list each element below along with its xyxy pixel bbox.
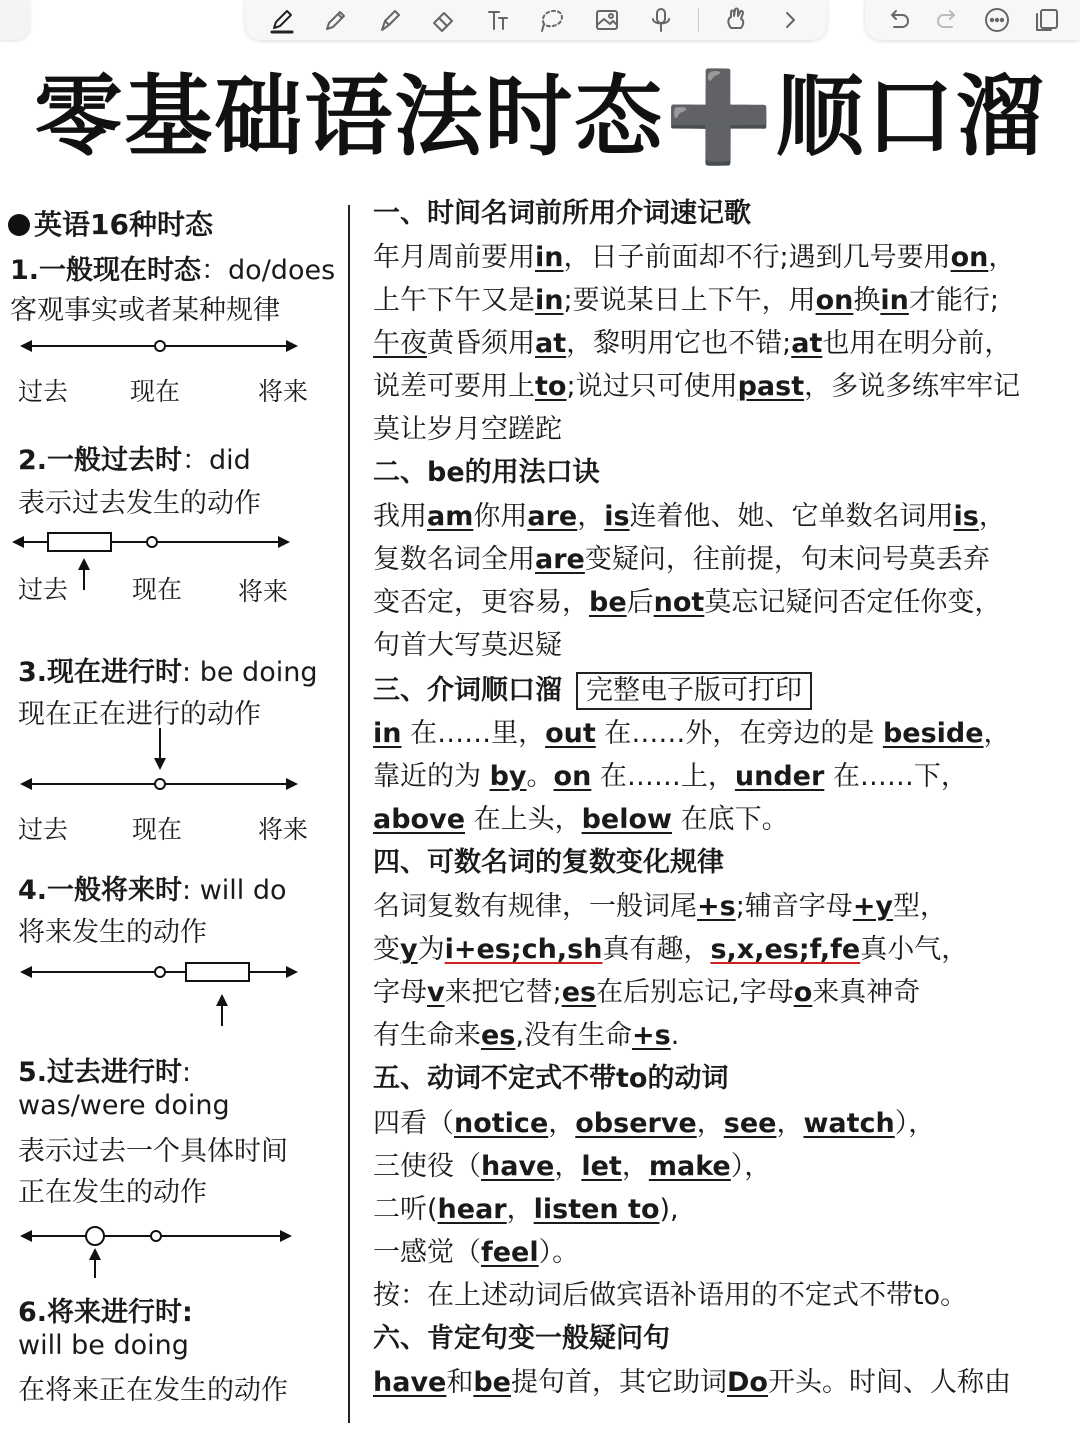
section-1-line-3 — [373, 327, 1011, 361]
text-segment: ，黎明用它也不错; — [566, 328, 792, 359]
highlighter-icon[interactable] — [373, 3, 407, 37]
tense-4-form: : will do — [182, 875, 287, 906]
text-segment: ， — [978, 501, 1006, 532]
keyword: y — [400, 934, 418, 965]
keyword: +s — [631, 1020, 671, 1051]
keyword: at — [791, 328, 823, 359]
keyword: on — [815, 285, 854, 316]
keyword: Do — [727, 1367, 768, 1398]
bullet-icon — [8, 214, 30, 236]
timeline-2-future-label: 将来 — [238, 577, 289, 606]
tense-3-desc: 现在正在进行的动作 — [18, 699, 261, 730]
text-segment: 为 — [417, 934, 445, 965]
text-segment: ， — [696, 1108, 724, 1139]
timeline-3-past-label: 过去 — [18, 815, 69, 844]
text-segment: 变疑问，往前提，句末问号莫丢弃 — [584, 544, 990, 575]
keyword: above — [373, 804, 466, 835]
keyword: on — [950, 242, 989, 273]
toolbar-left-edge — [0, 0, 30, 40]
keyword: listen to — [533, 1194, 660, 1225]
more-options-icon[interactable] — [980, 3, 1014, 37]
keyword: by — [489, 761, 527, 792]
keyword: are — [535, 544, 585, 575]
keyword: am — [427, 501, 474, 532]
text-segment: ， — [776, 1108, 804, 1139]
keyword: +y — [852, 891, 894, 922]
text-segment: 换 — [853, 285, 881, 316]
section-4-line-4 — [373, 1019, 679, 1053]
timeline-3 — [0, 726, 345, 806]
keyword: let — [581, 1151, 622, 1182]
text-segment: 型， — [893, 891, 948, 922]
tense-5-name: 5.过去进行时 — [18, 1057, 183, 1088]
tense-1-title — [10, 248, 335, 287]
section-2-line-2 — [373, 543, 990, 577]
text-segment: 在上头， — [465, 804, 582, 835]
section-6-heading: 六、肯定句变一般疑问句 — [373, 1323, 670, 1354]
keyword: i+es;ch,sh — [444, 934, 603, 965]
text-segment: ， — [988, 242, 1016, 273]
text-segment: . — [670, 1020, 680, 1051]
lasso-icon[interactable] — [535, 3, 569, 37]
text-segment: 二听( — [373, 1194, 438, 1225]
chevron-right-icon[interactable] — [773, 3, 807, 37]
text-segment: 开头。时间、人称由 — [767, 1367, 1011, 1398]
timeline-4 — [0, 942, 345, 1032]
toolbar-separator — [698, 8, 699, 32]
section-4-line-1 — [373, 890, 947, 924]
text-segment: 你用 — [473, 501, 528, 532]
text-segment: 三、介词顺口溜 — [373, 675, 562, 706]
text-segment: ）， — [894, 1108, 936, 1139]
text-segment: 黄昏须用 — [427, 328, 535, 359]
text-segment: 真有趣， — [602, 934, 711, 965]
keyword: feel — [481, 1237, 539, 1268]
timeline-5 — [0, 1206, 345, 1286]
text-segment: ，多说多练牢牢记 — [804, 371, 1021, 402]
timeline-1-now-label: 现在 — [130, 377, 181, 406]
text-segment: ,没有生命 — [515, 1020, 632, 1051]
text-segment: 在……上， — [591, 761, 735, 792]
keyword: notice — [454, 1108, 549, 1139]
keyword: past — [737, 371, 805, 402]
tense-6-desc: 在将来正在发生的动作 — [18, 1375, 288, 1406]
section-4-line-3 — [373, 976, 920, 1010]
section-6-line-1 — [373, 1366, 1011, 1400]
text-segment: 也用在明分前， — [822, 328, 1012, 359]
section-2-heading: 二、be的用法口诀 — [373, 457, 600, 488]
text-segment: ;说过只可使用 — [566, 371, 738, 402]
tense-5-desc-2: 正在发生的动作 — [18, 1177, 207, 1208]
text-segment: 莫忘记疑问否定任你变， — [704, 587, 1002, 618]
undo-icon[interactable] — [881, 3, 915, 37]
keyword: below — [581, 804, 672, 835]
timeline-1 — [0, 316, 345, 376]
tense-1-desc: 客观事实或者某种规律 — [10, 295, 280, 326]
keyword: be — [473, 1367, 511, 1398]
keyword: under — [734, 761, 825, 792]
text-segment: 和 — [446, 1367, 474, 1398]
text-segment: 在底下。 — [672, 804, 789, 835]
timeline-3-future-label: 将来 — [258, 815, 309, 844]
microphone-icon[interactable] — [644, 3, 678, 37]
text-segment: 变 — [373, 934, 400, 965]
section-1-line-5: 莫让岁月空蹉跎 — [373, 414, 562, 445]
tense-5-form-line: was/were doing — [18, 1090, 230, 1121]
text-segment: ）， — [730, 1151, 772, 1182]
keyword: in — [880, 285, 909, 316]
text-segment: 变否定，更容易， — [373, 587, 589, 618]
keyword: to — [535, 371, 567, 402]
text-segment: 连着他、她、它单数名词用 — [629, 501, 954, 532]
text-segment: 才能行; — [908, 285, 999, 316]
printable-badge: 完整电子版可打印 — [576, 672, 812, 710]
text-segment: ;辅音字母 — [735, 891, 853, 922]
tenses-heading — [8, 203, 213, 243]
drawing-toolbar — [245, 0, 827, 40]
section-5-line-2 — [373, 1150, 771, 1184]
tense-2-form: ：did — [182, 445, 251, 476]
text-segment: 我用 — [373, 501, 427, 532]
section-5-line-3 — [373, 1193, 679, 1227]
section-2-line-4: 句首大写莫迟疑 — [373, 630, 562, 661]
section-4-line-2 — [373, 933, 968, 967]
tense-5-desc: 表示过去一个具体时间 — [18, 1136, 288, 1167]
keyword: in — [535, 285, 564, 316]
text-segment: 在后别忘记,字母 — [596, 977, 794, 1008]
tense-5-title — [18, 1050, 191, 1089]
tense-1-form: ：do/does — [201, 255, 336, 286]
keyword: watch — [803, 1108, 895, 1139]
section-5-line-4 — [373, 1236, 579, 1270]
text-segment: ， — [577, 501, 605, 532]
text-segment: 一感觉（ — [373, 1237, 481, 1268]
timeline-3-now-label: 现在 — [132, 815, 183, 844]
tense-5-form: : — [182, 1057, 192, 1088]
text-segment: 提句首，其它助词 — [511, 1367, 727, 1398]
text-segment: ， — [621, 1151, 649, 1182]
keyword: at — [535, 328, 567, 359]
section-2-line-3 — [373, 586, 1001, 620]
redo-icon[interactable] — [931, 3, 965, 37]
tense-6-title — [18, 1290, 193, 1329]
tenses-heading-text: 英语16种时态 — [34, 208, 213, 241]
column-divider — [348, 205, 350, 1423]
text-segment: 有生命来 — [373, 1020, 481, 1051]
section-5-line-1 — [373, 1107, 935, 1141]
tense-4-name: 4.一般将来时 — [18, 875, 183, 906]
text-segment: 来真神奇 — [812, 977, 921, 1008]
text-segment: 三使役（ — [373, 1151, 481, 1182]
section-3-line-3 — [373, 803, 789, 837]
tense-6-name: 6.将来进行时: — [18, 1297, 193, 1328]
keyword: see — [723, 1108, 777, 1139]
text-segment: 在……里， — [401, 718, 546, 749]
keyword: on — [553, 761, 592, 792]
pencil-icon[interactable] — [319, 3, 353, 37]
text-segment: 后 — [626, 587, 654, 618]
text-segment: 真小气， — [860, 934, 969, 965]
section-1-line-1 — [373, 241, 1015, 275]
section-3-line-2 — [373, 760, 968, 794]
eraser-icon[interactable] — [427, 3, 461, 37]
section-1-line-2 — [373, 284, 999, 318]
keyword: have — [373, 1367, 447, 1398]
hand-gesture-icon[interactable] — [719, 3, 753, 37]
tense-2-name: 2.一般过去时 — [18, 445, 183, 476]
text-tool-icon[interactable] — [481, 3, 515, 37]
tense-4-title — [18, 868, 287, 907]
keyword: in — [535, 242, 564, 273]
image-icon[interactable] — [590, 3, 624, 37]
timeline-1-future-label: 将来 — [258, 377, 309, 406]
keyword: es — [481, 1020, 516, 1051]
keyword: s,x,es;f,fe — [710, 934, 861, 965]
keyword: be — [589, 587, 627, 618]
keyword: v — [427, 977, 445, 1008]
section-5-line-5: 按：在上述动词后做宾语补语用的不定式不带to。 — [373, 1280, 968, 1311]
keyword: out — [545, 718, 596, 749]
text-segment: 四看（ — [373, 1108, 454, 1139]
text-segment: 复数名词全用 — [373, 544, 535, 575]
keyword: make — [648, 1151, 731, 1182]
timeline-2-now-label: 现在 — [132, 575, 183, 604]
keyword: is — [604, 501, 630, 532]
text-segment: 靠近的为 — [373, 761, 490, 792]
text-segment: ， — [983, 718, 1011, 749]
page-title: 零基础语法时态➕顺口溜 — [34, 65, 1046, 168]
tense-2-desc: 表示过去发生的动作 — [18, 488, 261, 519]
keyword: es — [561, 977, 597, 1008]
tense-3-form: : be doing — [182, 657, 318, 688]
text-segment: ， — [548, 1108, 576, 1139]
text-segment: 来把它替; — [444, 977, 562, 1008]
text-segment: 在……下， — [824, 761, 968, 792]
tense-1-name: 1.一般现在时态 — [10, 255, 202, 286]
keyword: have — [481, 1151, 555, 1182]
keyword: hear — [437, 1194, 507, 1225]
section-1-line-4 — [373, 370, 1020, 404]
section-5-heading: 五、动词不定式不带to的动词 — [373, 1063, 729, 1094]
pages-icon[interactable] — [1030, 3, 1064, 37]
section-3-line-1 — [373, 717, 1011, 751]
keyword: observe — [575, 1108, 697, 1139]
keyword: 午夜 — [373, 328, 427, 359]
text-segment: ， — [554, 1151, 582, 1182]
keyword: in — [373, 718, 402, 749]
text-segment: 名词复数有规律，一般词尾 — [373, 891, 697, 922]
text-segment: 说差可要用上 — [373, 371, 535, 402]
section-3-heading — [373, 672, 812, 710]
section-1-heading: 一、时间名词前所用介词速记歌 — [373, 198, 751, 229]
tense-3-name: 3.现在进行时 — [18, 657, 183, 688]
text-segment: 字母 — [373, 977, 427, 1008]
timeline-2-past-label: 过去 — [18, 575, 69, 604]
section-2-line-1 — [373, 500, 1006, 534]
tense-4-desc: 将来发生的动作 — [18, 917, 207, 948]
edit-toolbar — [865, 0, 1080, 40]
keyword: +s — [697, 891, 736, 922]
keyword: are — [527, 501, 578, 532]
text-segment: 。 — [526, 761, 554, 792]
keyword: not — [653, 587, 705, 618]
keyword: beside — [882, 718, 984, 749]
text-segment: ), — [659, 1194, 679, 1225]
text-segment: 上午下午又是 — [373, 285, 535, 316]
timeline-1-past-label: 过去 — [18, 377, 69, 406]
keyword: is — [953, 501, 979, 532]
pen-icon[interactable] — [265, 3, 299, 37]
text-segment: ， — [506, 1194, 534, 1225]
tense-2-title — [18, 438, 251, 477]
tense-3-title — [18, 650, 317, 689]
tense-6-form-line: will be doing — [18, 1330, 189, 1361]
section-4-heading: 四、可数名词的复数变化规律 — [373, 847, 724, 878]
text-segment: ，日子前面却不行;遇到几号要用 — [563, 242, 951, 273]
keyword: o — [793, 977, 813, 1008]
text-segment: 年月周前要用 — [373, 242, 535, 273]
text-segment: 在……外，在旁边的是 — [595, 718, 883, 749]
text-segment: ;要说某日上下午，用 — [563, 285, 816, 316]
text-segment: ）。 — [538, 1237, 580, 1268]
